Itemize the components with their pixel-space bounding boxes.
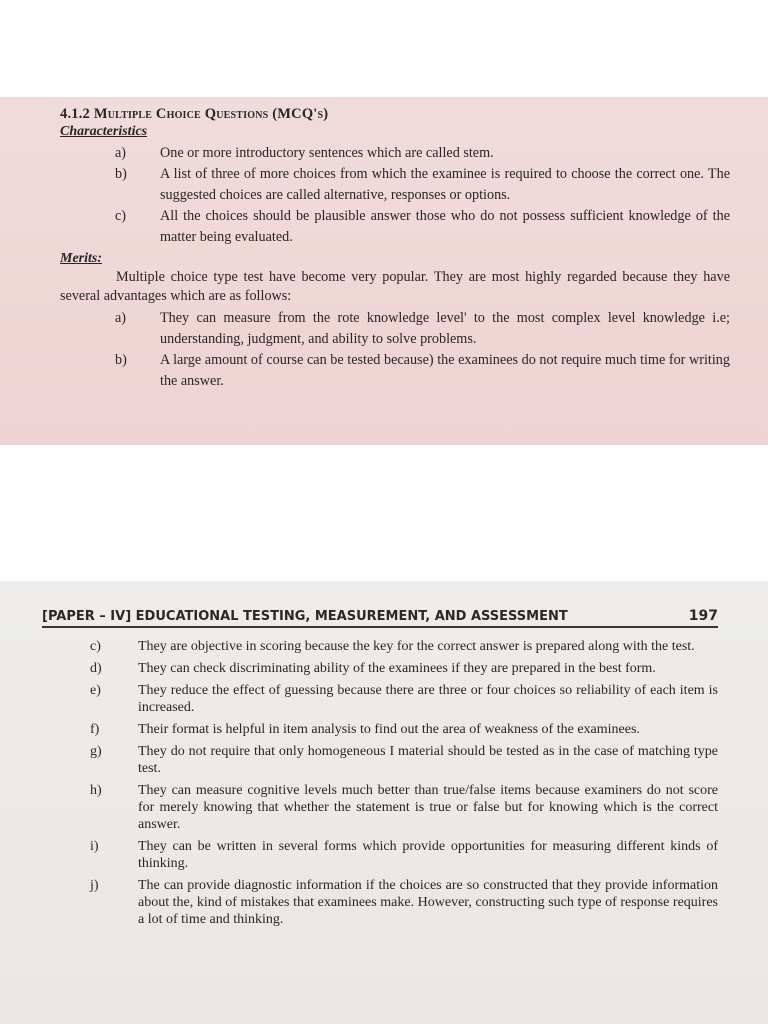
- list-marker: b): [115, 166, 127, 182]
- merits-intro: Multiple choice type test have become very popular. They are most highly regarded because they have several advantages which are as follows:: [60, 269, 730, 304]
- list-item: [60, 308, 730, 350]
- list-marker: c): [115, 208, 127, 224]
- merits-continued-list: [42, 638, 718, 928]
- list-item: [42, 838, 718, 872]
- list-text: One or more introductory sentences which are called stem.: [160, 145, 494, 161]
- list-marker: b): [115, 352, 127, 368]
- list-item: [42, 721, 718, 738]
- list-item: [42, 782, 718, 833]
- list-text: They do not require that only homogeneous I material should be tested as in the case of matching type test.: [138, 744, 718, 776]
- list-marker: c): [90, 639, 101, 654]
- list-marker: a): [115, 310, 127, 326]
- list-item: [42, 682, 718, 716]
- characteristics-heading: Characteristics: [60, 124, 148, 139]
- list-text: They are objective in scoring because the key for the correct answer is prepared along with the test.: [138, 639, 695, 654]
- header-title: [PAPER – IV] EDUCATIONAL TESTING, MEASUREMENT, AND ASSESSMENT: [42, 609, 568, 624]
- list-item: [42, 743, 718, 777]
- list-marker: f): [90, 722, 100, 737]
- list-text: The can provide diagnostic information if the choices are so constructed that they provide information about the, kind of mistakes that examinees make. However, constructing such type of response requires a lot of time and thinking.: [138, 878, 718, 927]
- list-marker: g): [90, 744, 102, 759]
- merits-heading: Merits:: [60, 251, 102, 266]
- section-title: 4.1.2 Multiple Choice Questions (MCQ's): [60, 106, 329, 122]
- list-text: All the choices should be plausible answer those who do not possess sufficient knowledge of the matter being evaluated.: [160, 208, 730, 245]
- list-marker: a): [115, 145, 127, 161]
- list-item: [42, 877, 718, 928]
- list-item: [60, 206, 730, 248]
- list-item: [60, 350, 730, 392]
- list-text: They reduce the effect of guessing because there are three or four choices so reliability of each item is increased.: [138, 683, 718, 715]
- list-text: They can be written in several forms which provide opportunities for measuring different kinds of thinking.: [138, 839, 718, 871]
- list-text: A list of three of more choices from which the examinee is required to choose the correct one. The suggested choices are called alternative, responses or options.: [160, 166, 730, 203]
- list-marker: i): [90, 839, 99, 854]
- list-text: They can measure cognitive levels much better than true/false items because examiners do not score for merely knowing that whether the statement is true or false but for knowing which is the correct answer.: [138, 783, 718, 832]
- list-marker: h): [90, 783, 102, 798]
- merits-list: [60, 308, 730, 392]
- page-number: 197: [688, 608, 718, 624]
- characteristics-list: [60, 143, 730, 248]
- page-scan-top: [0, 97, 768, 445]
- list-text: Their format is helpful in item analysis to find out the area of weakness of the examinees.: [138, 722, 640, 737]
- running-header: [42, 608, 718, 628]
- list-text: A large amount of course can be tested because) the examinees do not require much time for writing the answer.: [160, 352, 730, 389]
- list-item: [42, 638, 718, 655]
- list-text: They can check discriminating ability of the examinees if they are prepared in the best form.: [138, 661, 656, 676]
- list-marker: d): [90, 661, 102, 676]
- list-item: [60, 143, 730, 164]
- list-marker: j): [90, 878, 99, 893]
- list-item: [60, 164, 730, 206]
- page-scan-bottom: [0, 581, 768, 1024]
- list-text: They can measure from the rote knowledge level' to the most complex level knowledge i.e; understanding, judgment, and ability to solve problems.: [160, 310, 730, 347]
- list-marker: e): [90, 683, 101, 698]
- list-item: [42, 660, 718, 677]
